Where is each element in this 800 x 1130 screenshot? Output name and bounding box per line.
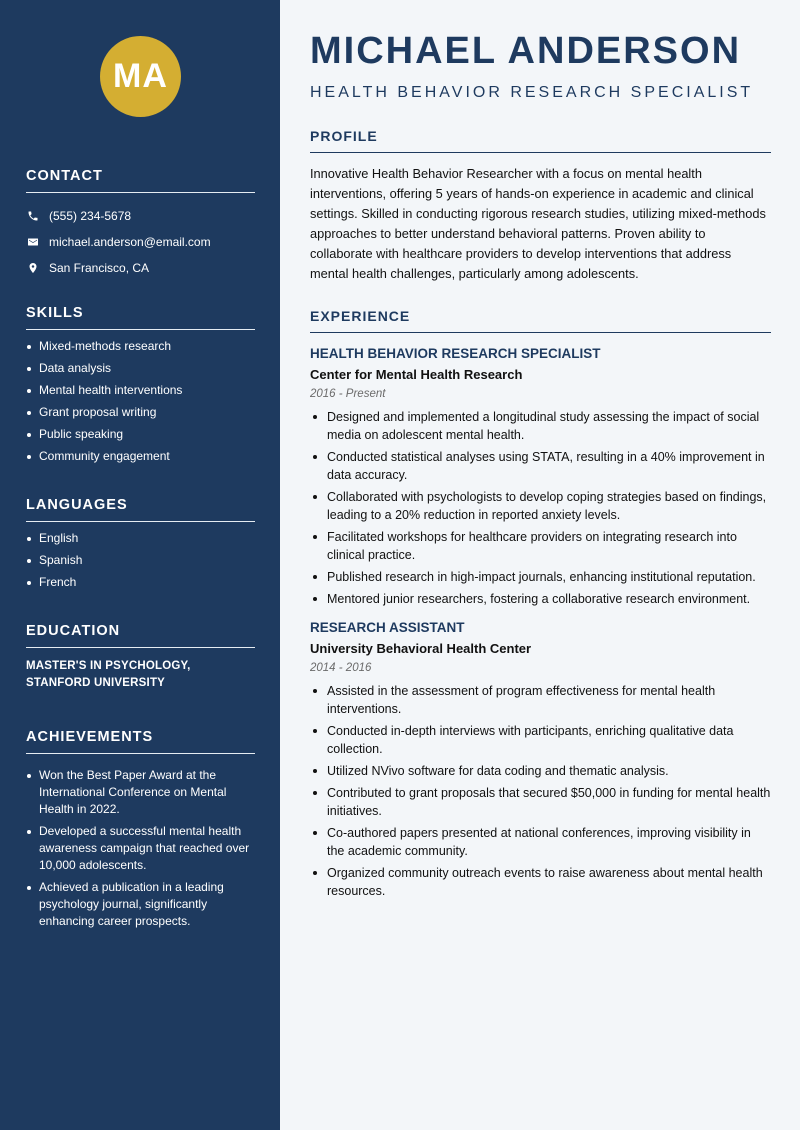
education-heading: EDUCATION (26, 623, 255, 648)
contact-item-email (26, 229, 255, 255)
contact-item-location (26, 255, 255, 281)
list-item: Conducted statistical analyses using STATA, resulting in a 40% improvement in data accuracy. (310, 448, 771, 484)
location-pin-icon (26, 261, 40, 275)
job-dates: 2014 - 2016 (310, 662, 372, 674)
list-item: Collaborated with psychologists to develop coping strategies based on findings, leading to a 20% reduction in reported anxiety levels. (310, 488, 771, 524)
list-item: Won the Best Paper Award at the International Conference on Mental Health in 2022. (26, 767, 255, 818)
job-entry (310, 346, 771, 608)
list-item: Mentored junior researchers, fostering a collaborative research environment. (310, 590, 771, 608)
list-item: Grant proposal writing (26, 404, 255, 421)
job-title: HEALTH BEHAVIOR RESEARCH SPECIALIST (310, 346, 601, 361)
list-item: Published research in high-impact journals, enhancing institutional reputation. (310, 568, 771, 586)
achievements-list (26, 767, 255, 930)
list-item: Mental health interventions (26, 382, 255, 399)
list-item: Mixed-methods research (26, 338, 255, 355)
list-item: Conducted in-depth interviews with participants, enriching qualitative data collection. (310, 722, 771, 758)
email-icon (26, 235, 40, 249)
list-item: English (26, 530, 255, 547)
profile-section (310, 128, 771, 284)
job-bullets (310, 682, 771, 900)
list-item: Assisted in the assessment of program effectiveness for mental health interventions. (310, 682, 771, 718)
skills-list (26, 338, 255, 465)
list-item: Achieved a publication in a leading psychology journal, significantly enhancing career prospects. (26, 879, 255, 930)
list-item: Spanish (26, 552, 255, 569)
phone-icon (26, 209, 40, 223)
list-item: Utilized NVivo software for data coding and thematic analysis. (310, 762, 771, 780)
list-item: Contributed to grant proposals that secured $50,000 in funding for mental health initiatives. (310, 784, 771, 820)
list-item: Developed a successful mental health awareness campaign that reached over 10,000 adolescents. (26, 823, 255, 874)
list-item: French (26, 574, 255, 591)
experience-heading: EXPERIENCE (310, 308, 771, 333)
contact-item-phone (26, 203, 255, 229)
education-degree: MASTER'S IN PSYCHOLOGY, STANFORD UNIVERSITY (26, 660, 191, 689)
contact-email: michael.anderson@email.com (49, 235, 211, 249)
list-item: Co-authored papers presented at national conferences, improving visibility in the academic community. (310, 824, 771, 860)
contact-location: San Francisco, CA (49, 261, 150, 275)
job-bullets (310, 408, 771, 608)
achievements-heading: ACHIEVEMENTS (26, 729, 255, 754)
contact-heading: CONTACT (26, 168, 255, 193)
job-title: RESEARCH ASSISTANT (310, 620, 465, 635)
job-employer: Center for Mental Health Research (310, 367, 523, 382)
list-item: Data analysis (26, 360, 255, 377)
contact-section (26, 168, 255, 281)
job-employer: University Behavioral Health Center (310, 641, 532, 656)
list-item: Organized community outreach events to raise awareness about mental health resources. (310, 864, 771, 900)
job-dates: 2016 - Present (310, 388, 386, 400)
job-entry (310, 620, 771, 900)
languages-list (26, 530, 255, 591)
skills-heading: SKILLS (26, 305, 255, 330)
list-item: Facilitated workshops for healthcare providers on integrating research into clinical practice. (310, 528, 771, 564)
profile-heading: PROFILE (310, 128, 771, 153)
candidate-title: HEALTH BEHAVIOR RESEARCH SPECIALIST (310, 84, 754, 101)
achievements-section (26, 729, 255, 935)
list-item: Designed and implemented a longitudinal study assessing the impact of social media on adolescent mental health. (310, 408, 771, 444)
education-section (26, 623, 255, 692)
languages-section (26, 497, 255, 596)
profile-text: Innovative Health Behavior Researcher with a focus on mental health interventions, offering 5 years of hands-on experience in academic and clinical settings. Skilled in conducting rigorous research studies, utilizing mixed-methods approaches to better understand behavioral patterns. Proven ability to collaborate with healthcare providers to develop interventions that address mental health challenges, particularly among adolescents. (310, 166, 766, 281)
sidebar (0, 0, 280, 1130)
list-item: Public speaking (26, 426, 255, 443)
skills-section (26, 305, 255, 470)
languages-heading: LANGUAGES (26, 497, 255, 522)
avatar: MA (100, 36, 181, 117)
experience-section (310, 308, 771, 904)
contact-phone: (555) 234-5678 (49, 209, 132, 223)
list-item: Community engagement (26, 448, 255, 465)
contact-list (26, 203, 255, 281)
candidate-name: MICHAEL ANDERSON (310, 30, 742, 72)
